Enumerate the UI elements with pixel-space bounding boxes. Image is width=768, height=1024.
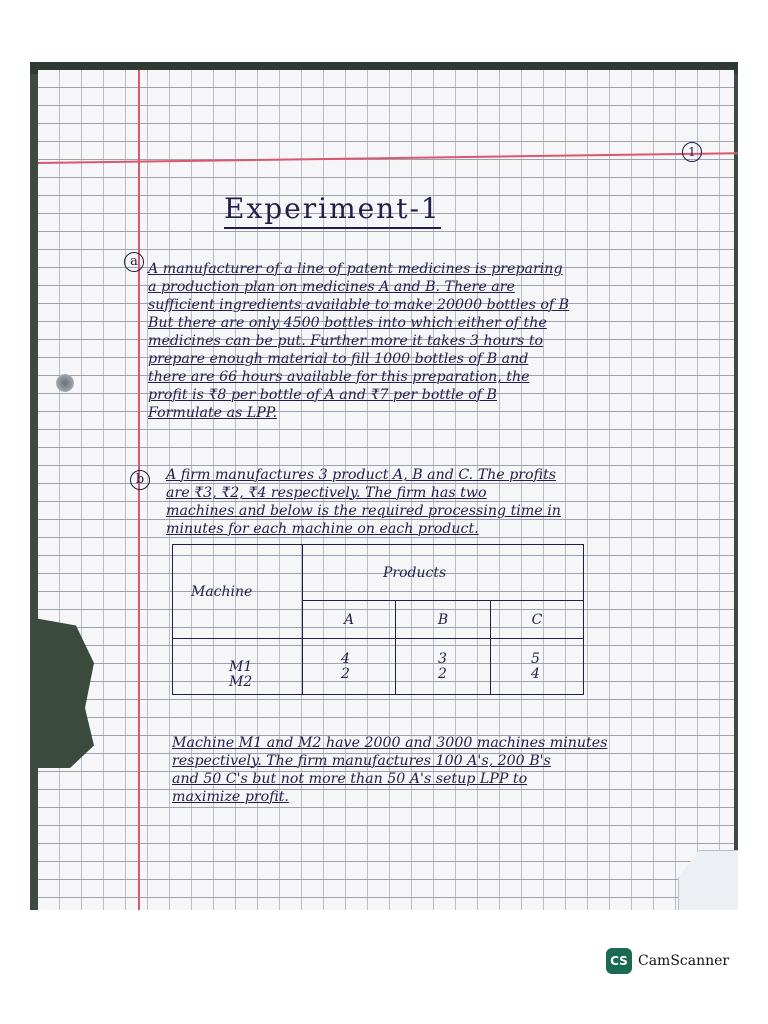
question-a-label: a	[124, 252, 144, 272]
table-value: 5	[531, 650, 540, 667]
punch-hole	[56, 374, 74, 392]
question-a-line: a production plan on medicines A and B. There are	[148, 279, 515, 295]
question-a-line: prepare enough material to fill 1000 bottles of B and	[148, 351, 529, 367]
table-machine-label: M2	[229, 674, 253, 690]
camscanner-watermark	[606, 948, 729, 974]
torn-edge	[34, 618, 94, 768]
question-b-after-line: respectively. The firm manufactures 100 A's, 200 B's	[172, 753, 551, 769]
question-b-after-line: Machine M1 and M2 have 2000 and 3000 machines minutes	[172, 735, 608, 751]
question-a-line: profit is ₹8 per bottle of A and ₹7 per bottle of B	[148, 387, 497, 403]
question-b-continuation	[172, 734, 607, 806]
question-b-after-line: and 50 C's but not more than 50 A's setup LPP to	[172, 771, 528, 787]
question-b-after-line: maximize profit.	[172, 789, 289, 805]
question-b-line: machines and below is the required processing time in	[166, 503, 561, 519]
notebook-page	[38, 70, 734, 910]
question-a-line: Formulate as LPP.	[148, 405, 277, 421]
table-value: 4	[531, 665, 540, 682]
question-a-line: But there are only 4500 bottles into which either of the	[148, 315, 547, 331]
question-a-line: A manufacturer of a line of patent medicines is preparing	[148, 261, 563, 277]
table-product-header: C	[491, 601, 584, 639]
question-b-text	[166, 466, 561, 538]
table-product-header: B	[396, 601, 491, 639]
table-value: 4	[341, 650, 350, 667]
question-b-label: b	[130, 470, 150, 490]
table-value: 3	[438, 650, 447, 667]
table-value: 2	[341, 665, 350, 682]
question-a-text	[148, 260, 569, 422]
question-b-line: are ₹3, ₹2, ₹4 respectively. The firm has two	[166, 485, 487, 501]
table-value-cell	[396, 639, 491, 695]
question-a-line: sufficient ingredients available to make 20000 bottles of B	[148, 297, 570, 313]
processing-time-table	[172, 544, 584, 695]
table-value-cell	[491, 639, 584, 695]
table-machine-cell	[173, 639, 303, 695]
question-a-line: there are 66 hours available for this preparation, the	[148, 369, 530, 385]
table-product-header: A	[303, 601, 396, 639]
table-products-header: Products	[303, 545, 584, 601]
top-margin-line	[38, 152, 738, 164]
camscanner-logo-icon: CS	[606, 948, 632, 974]
table-machine-label: M1	[229, 659, 253, 675]
table-value-cell	[303, 639, 396, 695]
camscanner-brand-text: CamScanner	[638, 953, 730, 969]
question-a-line: medicines can be put. Further more it takes 3 hours to	[148, 333, 544, 349]
table-machine-header: Machine	[173, 545, 303, 639]
question-b-line: minutes for each machine on each product.	[166, 521, 479, 537]
folded-corner	[678, 850, 738, 910]
question-b-line: A firm manufactures 3 product A, B and C. The profits	[166, 467, 557, 483]
table-value: 2	[438, 665, 447, 682]
page-title: Experiment-1	[224, 192, 441, 229]
page-number: 1	[682, 142, 702, 162]
scanned-photo	[30, 62, 738, 910]
